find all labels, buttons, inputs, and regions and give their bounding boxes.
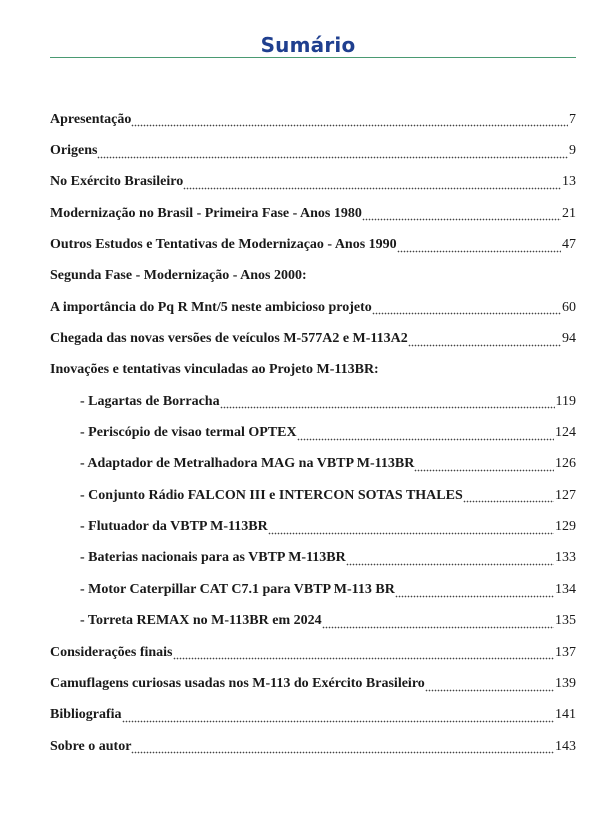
toc-entry-page-number: 143 <box>555 738 576 754</box>
dot-leader <box>408 337 561 347</box>
toc-entry-label: - Periscópio de visao termal OPTEX <box>80 425 297 441</box>
dot-leader <box>346 556 554 566</box>
toc-entry-page-number: 60 <box>562 299 576 315</box>
toc-entry-page-number: 13 <box>562 174 576 190</box>
page-title: Sumário <box>260 33 356 57</box>
toc-entry[interactable] <box>50 229 576 260</box>
toc-entry-page-number: 94 <box>562 331 576 347</box>
toc-entry-page-number: 141 <box>555 707 576 723</box>
toc-entry[interactable] <box>50 511 576 542</box>
toc-entry-label: - Conjunto Rádio FALCON III e INTERCON SOTAS THALES <box>80 487 463 503</box>
toc-entry[interactable] <box>50 104 576 135</box>
dot-leader <box>425 682 554 692</box>
toc-entry[interactable] <box>50 449 576 480</box>
dot-leader <box>322 619 554 629</box>
toc-entry-page-number: 119 <box>555 393 576 409</box>
toc-entry[interactable] <box>50 480 576 511</box>
toc-entry-page-number: 47 <box>562 237 576 253</box>
toc-entry-page-number: 139 <box>555 675 576 691</box>
toc-entry[interactable] <box>50 386 576 417</box>
toc-entry-label: Bibliografia <box>50 707 122 723</box>
toc-entry-label: Sobre o autor <box>50 738 132 754</box>
dot-leader <box>397 243 561 253</box>
toc-entry[interactable] <box>50 167 576 198</box>
dot-leader <box>268 525 554 535</box>
toc-entry-label: Outros Estudos e Tentativas de Modernizaçao - Anos 1990 <box>50 237 397 253</box>
toc-entry-page-number: 135 <box>555 613 576 629</box>
toc-entry-label: - Baterias nacionais para as VBTP M-113BR <box>80 550 346 566</box>
dot-leader <box>173 650 555 660</box>
dot-leader <box>463 493 554 503</box>
toc-entry[interactable] <box>50 606 576 637</box>
dot-leader <box>183 180 561 190</box>
toc-entry[interactable] <box>50 700 576 731</box>
toc-section-heading <box>50 261 576 292</box>
toc-entry-page-number: 7 <box>569 111 576 127</box>
toc-entry-page-number: 133 <box>555 550 576 566</box>
toc-entry[interactable] <box>50 731 576 762</box>
toc-entry-page-number: 127 <box>555 487 576 503</box>
toc-entry-label: Camuflagens curiosas usadas nos M-113 do Exército Brasileiro <box>50 675 425 691</box>
title-divider <box>50 57 576 58</box>
toc-entry-page-number: 137 <box>555 644 576 660</box>
toc-entry-label: Segunda Fase - Modernização - Anos 2000: <box>50 268 307 284</box>
dot-leader <box>372 305 561 315</box>
dot-leader <box>97 149 568 159</box>
toc-entry[interactable] <box>50 543 576 574</box>
toc-entry-label: No Exército Brasileiro <box>50 174 184 190</box>
toc-entry-label: Chegada das novas versões de veículos M-577A2 e M-113A2 <box>50 331 408 347</box>
toc-section-heading <box>50 355 576 386</box>
toc-entry-label: - Flutuador da VBTP M-113BR <box>80 519 268 535</box>
toc-entry[interactable] <box>50 668 576 699</box>
toc-entry-label: Modernização no Brasil - Primeira Fase - Anos 1980 <box>50 205 362 221</box>
toc-entry-label: A importância do Pq R Mnt/5 neste ambicioso projeto <box>50 299 372 315</box>
dot-leader <box>362 211 561 221</box>
toc-entry-label: Apresentação <box>50 111 132 127</box>
toc-entry-page-number: 129 <box>555 519 576 535</box>
dot-leader <box>297 431 554 441</box>
dot-leader <box>395 588 554 598</box>
toc-entry[interactable] <box>50 323 576 354</box>
toc-entry[interactable] <box>50 198 576 229</box>
toc-entry-label: Origens <box>50 143 98 159</box>
toc-entry-label: Inovações e tentativas vinculadas ao Projeto M-113BR: <box>50 362 379 378</box>
toc-entry-label: Considerações finais <box>50 644 173 660</box>
toc-entry[interactable] <box>50 135 576 166</box>
toc-entry[interactable] <box>50 292 576 323</box>
table-of-contents <box>50 104 576 762</box>
dot-leader <box>131 117 568 127</box>
toc-entry[interactable] <box>50 637 576 668</box>
dot-leader <box>131 744 554 754</box>
toc-entry[interactable] <box>50 417 576 448</box>
dot-leader <box>414 462 554 472</box>
toc-entry-label: - Torreta REMAX no M-113BR em 2024 <box>80 613 322 629</box>
toc-entry-label: - Lagartas de Borracha <box>80 393 220 409</box>
toc-entry[interactable] <box>50 574 576 605</box>
toc-entry-page-number: 124 <box>555 425 576 441</box>
toc-entry-label: - Motor Caterpillar CAT C7.1 para VBTP M-113 BR <box>80 581 395 597</box>
dot-leader <box>122 713 554 723</box>
toc-entry-page-number: 9 <box>569 143 576 159</box>
toc-entry-label: - Adaptador de Metralhadora MAG na VBTP M-113BR <box>80 456 415 472</box>
toc-entry-page-number: 21 <box>562 205 576 221</box>
dot-leader <box>220 399 555 409</box>
toc-entry-page-number: 126 <box>555 456 576 472</box>
toc-entry-page-number: 134 <box>555 581 576 597</box>
